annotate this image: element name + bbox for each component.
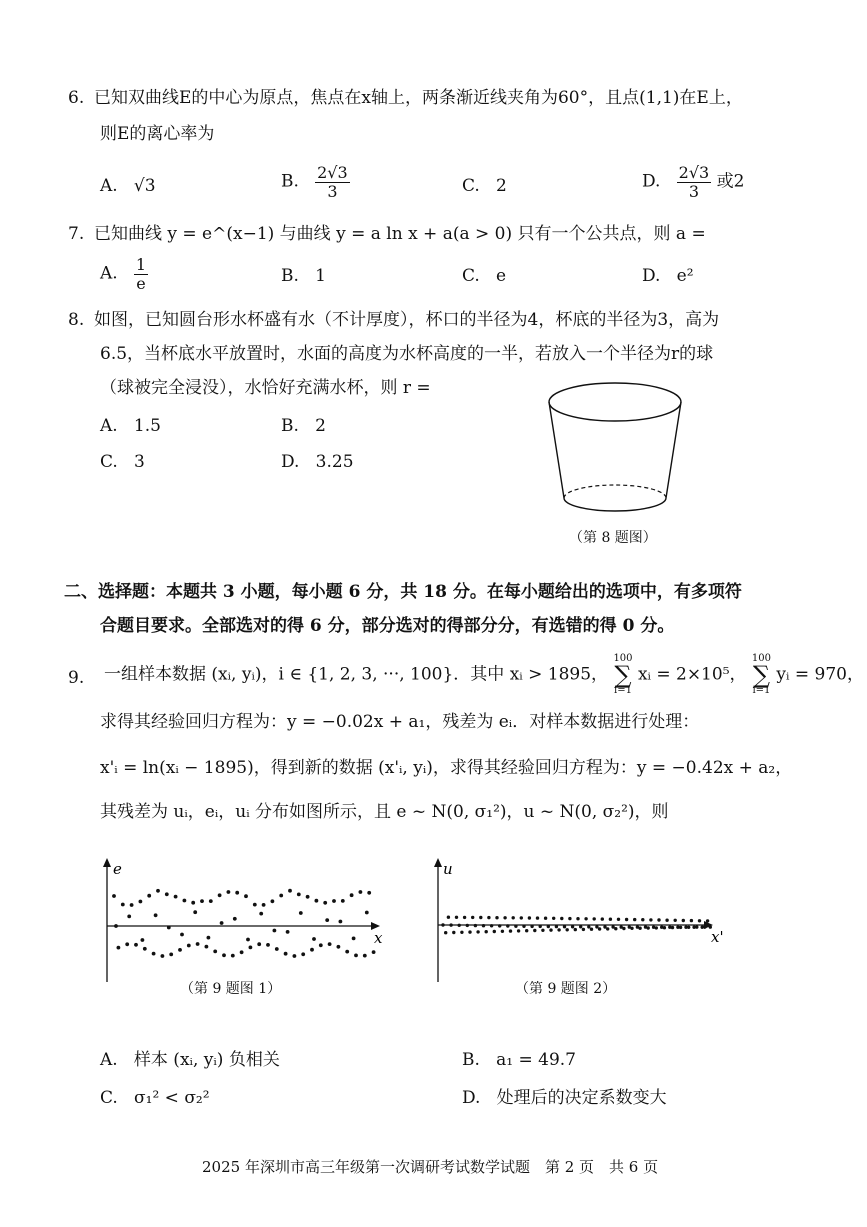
plot2-residual-point: [466, 924, 469, 927]
plot1-residual-point: [187, 944, 191, 948]
plot2-x-label: x': [711, 928, 724, 946]
q7-option-b: [281, 266, 326, 286]
q9-option-d: [462, 1088, 667, 1108]
q9-fig1-caption: （第 9 题图 1）: [180, 981, 282, 997]
plot1-residual-point: [328, 942, 332, 946]
plot1-residual-point: [352, 937, 356, 941]
plot1-residual-point: [297, 893, 301, 897]
plot2-residual-point: [695, 925, 698, 928]
plot1-residual-point: [152, 952, 156, 956]
plot2-residual-point: [452, 931, 455, 934]
q7-option-a-fraction: [134, 256, 148, 292]
plot2-residual-point: [593, 917, 596, 920]
q9-option-b-letter: B.: [462, 1050, 480, 1070]
plot2-residual-point: [557, 928, 560, 931]
q7-option-c-text: e: [496, 266, 507, 286]
q6-option-d: [642, 164, 744, 200]
plot1-residual-point: [315, 899, 319, 903]
plot2-residual-point: [476, 930, 479, 933]
cup-right-side: [666, 402, 681, 498]
plot2-residual-point: [552, 917, 555, 920]
q6-option-b-fraction: [315, 164, 350, 200]
plot1-residual-point: [301, 952, 305, 956]
q9-fig2-caption: （第 9 题图 2）: [515, 981, 617, 997]
q8-stem-line3: （球被完全浸没），水恰好充满水杯，则 r =: [100, 378, 431, 398]
q6-option-b-numerator: 2√3: [317, 163, 348, 182]
plot1-residual-point: [169, 953, 173, 957]
plot2-residual-point: [522, 925, 525, 928]
q6-stem-line1: [94, 88, 743, 108]
plot1-residual-point: [139, 900, 143, 904]
plot1-residual-point: [363, 954, 367, 958]
plot1-residual-point: [299, 911, 303, 915]
plot1-residual-point: [372, 950, 376, 954]
plot1-residual-point: [127, 915, 131, 919]
q8-cup-figure: [540, 380, 690, 530]
plot1-residual-point: [213, 950, 217, 954]
q8-option-b-letter: B.: [281, 416, 299, 436]
plot1-residual-point: [244, 894, 248, 898]
plot1-residual-point: [359, 890, 363, 894]
plot1-y-label: e: [113, 860, 122, 878]
plot1-residual-point: [130, 903, 134, 907]
plot2-residual-point: [687, 926, 690, 929]
plot1-residual-point: [275, 947, 279, 951]
q6-option-d-numerator: 2√3: [678, 163, 710, 182]
plot2-residual-point: [568, 917, 571, 920]
plot1-x-label: x: [374, 929, 383, 947]
plot1-residual-point: [286, 930, 290, 934]
plot2-residual-point: [549, 928, 552, 931]
plot1-residual-point: [178, 948, 182, 952]
plot2-residual-point: [530, 925, 533, 928]
q9-line1-part-b: xᵢ = 2×10⁵，: [637, 664, 747, 685]
plot1-residual-point: [259, 912, 263, 916]
plot1-residual-point: [200, 899, 204, 903]
plot1-residual-point: [227, 890, 231, 894]
q8-option-a-text: 1.5: [133, 416, 161, 436]
plot1-residual-point: [205, 945, 209, 949]
q6-option-a-text: √3: [133, 176, 156, 196]
plot1-residual-point: [293, 954, 297, 958]
plot1-residual-point: [266, 943, 270, 947]
plot1-residual-point: [231, 954, 235, 958]
plot1-residual-point: [134, 943, 138, 947]
plot1-residual-point: [350, 893, 354, 897]
q9-line1-part-c: yᵢ = 970，: [776, 664, 864, 685]
plot1-residual-point: [125, 942, 129, 946]
plot1-residual-points: [112, 889, 375, 958]
plot1-residual-point: [257, 942, 261, 946]
plot1-residual-point: [246, 938, 250, 942]
q7-number: 7.: [68, 224, 85, 244]
cup-base-back-arc: [564, 485, 666, 498]
plot2-residual-point: [609, 918, 612, 921]
plot1-residual-point: [117, 946, 121, 950]
plot2-residual-point: [614, 927, 617, 930]
plot2-residual-point: [595, 925, 598, 928]
plot2-residual-point: [460, 931, 463, 934]
q9-option-a-letter: A.: [100, 1050, 118, 1070]
plot1-residual-point: [288, 889, 292, 893]
plot1-residual-point: [209, 899, 213, 903]
plot2-residual-point: [663, 926, 666, 929]
plot2-residual-point: [622, 927, 625, 930]
q7-option-b-letter: B.: [281, 266, 299, 286]
q7-stem: 已知曲线 y = e^(x−1) 与曲线 y = a ln x + a(a > 0) 只有一个公共点，则 a =: [94, 224, 706, 244]
plot2-residual-point: [506, 924, 509, 927]
q9-sum-y-lower: i=1: [752, 685, 771, 697]
q8-option-c-letter: C.: [100, 452, 118, 472]
plot2-residual-point: [560, 917, 563, 920]
plot1-residual-point: [339, 920, 343, 924]
plot1-residual-point: [191, 901, 195, 905]
q7-option-d: [642, 266, 694, 286]
plot2-residual-point: [574, 928, 577, 931]
plot2-residual-point: [566, 928, 569, 931]
q6-option-a: [100, 176, 156, 196]
plot1-residual-point: [312, 937, 316, 941]
plot2-residual-point: [690, 919, 693, 922]
plot1-residual-point: [306, 895, 310, 899]
plot2-residual-point: [533, 929, 536, 932]
plot2-residual-point: [447, 916, 450, 919]
q6-option-b-denominator: 3: [327, 181, 338, 201]
q6-number: 6.: [68, 88, 85, 108]
page-footer: 2025 年深圳市高三年级第一次调研考试数学试题 第 2 页 共 6 页: [202, 1158, 659, 1176]
plot1-residual-point: [253, 903, 257, 907]
plot2-residual-point: [649, 918, 652, 921]
q9-stem-line4: 其残差为 uᵢ，eᵢ，uᵢ 分布如图所示，且 e ~ N(0, σ₁²)，u ~ N(0, σ₂²)，则: [100, 802, 669, 822]
plot2-residual-point: [625, 918, 628, 921]
q9-sum-y-symbol: 100 ∑ i=1: [751, 653, 772, 697]
plot1-residual-point: [165, 892, 169, 896]
plot2-residual-point: [541, 929, 544, 932]
plot2-residual-point: [665, 919, 668, 922]
plot1-residual-point: [154, 913, 158, 917]
plot2-residual-point: [606, 927, 609, 930]
plot2-residual-point: [638, 927, 641, 930]
plot2-residual-point: [487, 916, 490, 919]
q8-stem-line2: 6.5，当杯底水平放置时，水面的高度为水杯高度的一半，若放入一个半径为r的球: [100, 344, 714, 364]
q8-option-a-letter: A.: [100, 416, 118, 436]
q9-option-a-text: 样本 (xᵢ, yᵢ) 负相关: [133, 1050, 280, 1070]
plot2-y-arrow: [434, 858, 442, 867]
plot2-residual-point: [509, 929, 512, 932]
plot1-residual-point: [284, 952, 288, 956]
plot1-residual-point: [233, 917, 237, 921]
q9-sum-y-upper: 100: [751, 653, 772, 664]
plot2-residual-point: [498, 924, 501, 927]
plot2-residual-point: [647, 926, 650, 929]
plot2-residual-point: [555, 925, 558, 928]
plot1-residual-point: [354, 954, 358, 958]
plot2-residual-point: [525, 929, 528, 932]
q6-option-d-letter: D.: [642, 171, 661, 192]
plot2-residual-point: [584, 917, 587, 920]
q9-residual-plot-1: [92, 856, 392, 984]
plot1-residual-point: [161, 954, 165, 958]
plot1-residual-point: [112, 894, 116, 898]
q8-option-d: [281, 452, 354, 472]
plot1-residual-point: [279, 894, 283, 898]
plot2-residual-point: [482, 924, 485, 927]
plot2-residual-point: [590, 928, 593, 931]
q8-option-b-text: 2: [315, 416, 326, 436]
q9-option-a: [100, 1050, 280, 1070]
q7-option-c-letter: C.: [462, 266, 480, 286]
plot1-residual-point: [220, 921, 224, 925]
q9-option-b: [462, 1050, 576, 1070]
q9-option-c: [100, 1088, 210, 1108]
q9-sum-x-symbol: 100 ∑ i=1: [613, 653, 633, 697]
plot1-residual-point: [240, 950, 244, 954]
plot2-residual-point: [471, 916, 474, 919]
plot2-residual-point: [657, 918, 660, 921]
plot1-residual-point: [341, 899, 345, 903]
plot1-residual-point: [262, 903, 266, 907]
plot2-residual-point: [512, 916, 515, 919]
q9-option-c-text: σ₁² < σ₂²: [134, 1088, 210, 1108]
plot1-residual-point: [319, 943, 323, 947]
q6-option-d-suffix: 或2: [716, 171, 745, 192]
q6-option-c: [462, 176, 507, 196]
q9-sum-x-upper: 100: [613, 653, 633, 664]
plot2-residual-point: [490, 924, 493, 927]
section2-line2: 合题目要求。全部选对的得 6 分，部分选对的得部分分，有选错的得 0 分。: [100, 616, 675, 636]
plot2-residual-point: [655, 926, 658, 929]
plot1-residual-point: [332, 899, 336, 903]
plot1-residual-point: [147, 894, 151, 898]
plot2-residual-point: [617, 918, 620, 921]
plot2-residual-point: [582, 928, 585, 931]
plot2-y-label: u: [443, 860, 453, 878]
q7-option-a-numerator: 1: [135, 255, 147, 274]
plot2-residual-point: [514, 925, 517, 928]
plot2-residual-point: [706, 919, 709, 922]
plot2-residual-point: [501, 930, 504, 933]
plot1-residual-point: [337, 945, 341, 949]
plot2-residual-point: [444, 931, 447, 934]
q8-figure-caption: （第 8 题图）: [569, 530, 657, 546]
plot1-residual-point: [273, 929, 277, 933]
q6-option-d-fraction: [677, 164, 712, 200]
plot2-residual-point: [579, 925, 582, 928]
plot1-residual-point: [174, 895, 178, 899]
q8-option-b: [281, 416, 326, 436]
plot1-residual-point: [367, 891, 371, 895]
q8-stem-line1: 如图，已知圆台形水杯盛有水（不计厚度），杯口的半径为4，杯底的半径为3，高为: [94, 310, 720, 330]
q9-option-d-letter: D.: [462, 1088, 481, 1108]
q8-option-d-letter: D.: [281, 452, 300, 472]
q6-option-c-text: 2: [496, 176, 507, 196]
q9-option-b-text: a₁ = 49.7: [496, 1050, 576, 1070]
plot2-residual-point: [571, 925, 574, 928]
plot1-residual-point: [114, 924, 118, 928]
q7-option-d-text: e²: [676, 266, 694, 286]
plot2-residual-point: [495, 916, 498, 919]
plot2-residual-point: [463, 916, 466, 919]
section2-line1: 二、选择题：本题共 3 小题，每小题 6 分，共 18 分。在每小题给出的选项中，有多项符: [64, 582, 742, 602]
plot2-residual-point: [528, 916, 531, 919]
plot2-residual-point: [674, 919, 677, 922]
plot1-residual-point: [156, 889, 160, 893]
plot2-residual-point: [517, 929, 520, 932]
q6-line1-text: 已知双曲线E的中心为原点，焦点在x轴上，两条渐近线夹角为60°，且点(1,1)在E上，: [94, 88, 743, 108]
q8-option-a: [100, 416, 161, 436]
q7-option-a-denominator: e: [136, 273, 146, 293]
plot1-residual-point: [141, 938, 145, 942]
plot1-residual-point: [207, 936, 211, 940]
q6-option-c-letter: C.: [462, 176, 480, 196]
q9-number: 9.: [68, 668, 85, 688]
q9-stem-line3: x'ᵢ = ln(xᵢ − 1895)，得到新的数据 (x'ᵢ, yᵢ)，求得其经验回归方程为：y = −0.42x + a₂，: [100, 758, 793, 778]
plot1-residual-point: [323, 901, 327, 905]
plot1-residual-point: [143, 947, 147, 951]
plot2-residual-point: [641, 918, 644, 921]
cup-rim-ellipse: [549, 383, 681, 421]
q6-option-a-letter: A.: [100, 176, 118, 196]
plot2-residual-point: [633, 918, 636, 921]
plot1-residual-point: [249, 946, 253, 950]
plot1-residual-point: [196, 942, 200, 946]
plot2-residual-point: [671, 926, 674, 929]
plot1-residual-point: [235, 891, 239, 895]
q9-stem-line2: 求得其经验回归方程为：y = −0.02x + a₁，残差为 eᵢ．对样本数据进行处理：: [100, 712, 700, 732]
plot2-residual-point: [630, 927, 633, 930]
plot2-residual-point: [601, 917, 604, 920]
q9-sum-x-lower: i=1: [614, 685, 632, 697]
q6-option-d-denominator: 3: [688, 181, 700, 201]
plot2-residual-point: [547, 925, 550, 928]
plot1-residual-point: [310, 948, 314, 952]
plot2-residual-point: [544, 917, 547, 920]
plot1-residual-point: [325, 918, 329, 922]
q9-line1-part-a: 一组样本数据 (xᵢ, yᵢ)，i ∈ {1, 2, 3, ···, 100}．其中 xᵢ > 1895，: [104, 664, 609, 685]
plot2-residual-point: [485, 930, 488, 933]
plot2-residual-point: [493, 930, 496, 933]
plot2-residual-point: [468, 930, 471, 933]
q8-number: 8.: [68, 310, 85, 330]
q9-stem-line1: [104, 654, 864, 696]
q8-option-c: [100, 452, 145, 472]
q7-option-d-letter: D.: [642, 266, 661, 286]
q9-option-d-text: 处理后的决定系数变大: [496, 1088, 667, 1108]
plot2-residual-point: [598, 927, 601, 930]
plot2-residual-point: [709, 925, 712, 928]
plot2-residual-point: [587, 925, 590, 928]
plot2-residual-point: [449, 923, 452, 926]
plot2-residual-point: [679, 926, 682, 929]
q7-option-a: [100, 256, 148, 292]
plot2-residual-point: [576, 917, 579, 920]
plot1-residual-point: [167, 926, 171, 930]
plot2-residual-point: [479, 916, 482, 919]
cup-left-side: [549, 402, 564, 498]
q7-option-a-letter: A.: [100, 263, 118, 284]
q6-option-b: [281, 164, 350, 200]
plot1-residual-point: [193, 910, 197, 914]
plot2-residual-point: [682, 919, 685, 922]
plot1-residual-point: [121, 903, 125, 907]
plot1-y-arrow: [103, 858, 111, 867]
plot1-residual-point: [218, 893, 222, 897]
plot2-residual-point: [520, 916, 523, 919]
plot2-residual-point: [563, 925, 566, 928]
plot1-residual-point: [345, 950, 349, 954]
q7-option-c: [462, 266, 506, 286]
plot1-residual-point: [222, 953, 226, 957]
plot2-residual-point: [536, 916, 539, 919]
cup-base-front-arc: [564, 498, 666, 511]
plot1-residual-point: [365, 911, 369, 915]
q7-option-b-text: 1: [315, 266, 326, 286]
plot1-residual-point: [183, 899, 187, 903]
plot2-residual-point: [455, 916, 458, 919]
q8-option-d-text: 3.25: [315, 452, 354, 472]
plot2-residual-point: [474, 924, 477, 927]
plot2-residual-point: [703, 925, 706, 928]
plot1-residual-point: [180, 933, 184, 937]
plot2-residual-point: [698, 919, 701, 922]
q6-stem-line2: 则E的离心率为: [100, 124, 215, 144]
plot1-residual-point: [271, 899, 275, 903]
plot2-residual-point: [441, 923, 444, 926]
q6-option-b-letter: B.: [281, 171, 299, 192]
plot2-residual-point: [458, 924, 461, 927]
plot2-residual-point: [503, 916, 506, 919]
q9-option-c-letter: C.: [100, 1088, 118, 1108]
q9-residual-plot-2: [425, 856, 745, 984]
plot2-residual-point: [539, 925, 542, 928]
q8-option-c-text: 3: [134, 452, 145, 472]
